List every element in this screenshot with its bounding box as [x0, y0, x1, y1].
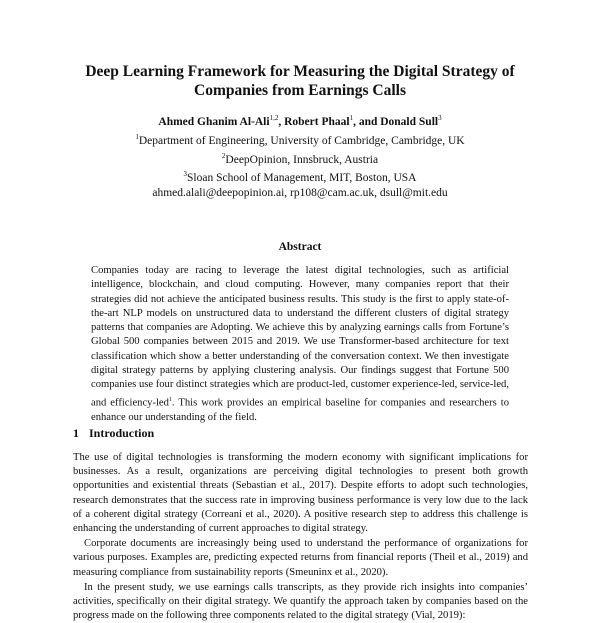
abstract-body — [91, 264, 509, 425]
body-paragraph: Corporate documents are increasingly being used to understand the performance of organizations for various purposes. Examples are, predicting expected returns from financial reports (Theil et al., 2019) and measuring compliance from sustainability reports (Smeuninx et al., 2020). — [73, 538, 528, 578]
paper-title — [60, 62, 540, 100]
author-affiliation-mark: 1,2 — [269, 114, 279, 122]
author-name: Ahmed Ghanim Al-Ali — [158, 115, 270, 128]
affiliation — [40, 149, 560, 168]
affiliation-mark: 2 — [221, 151, 226, 160]
abstract-heading: Abstract — [278, 241, 322, 253]
author-block — [40, 111, 560, 201]
title-line-1: Deep Learning Framework for Measuring the Digital Strategy of — [85, 63, 515, 80]
author-name: Robert Phaal — [284, 115, 350, 128]
author-separator: , — [278, 115, 285, 128]
author-emails: ahmed.alali@deepopinion.ai, rp108@cam.ac.uk, dsull@mit.edu — [152, 187, 448, 200]
author-separator: , and — [353, 115, 381, 128]
affiliation — [40, 130, 560, 149]
author-affiliation-mark: 3 — [438, 114, 442, 122]
affiliation-text: Sloan School of Management, MIT, Boston, USA — [187, 172, 417, 185]
affiliation-mark: 3 — [183, 170, 188, 179]
author-name: Donald Sull — [380, 115, 439, 128]
affiliation — [40, 167, 560, 186]
affiliation-text: Department of Engineering, University of Cambridge, Cambridge, UK — [138, 134, 465, 147]
section-body — [73, 451, 528, 623]
affiliation-text: DeepOpinion, Innsbruck, Austria — [225, 153, 379, 166]
abstract-text-end: . This work provides an empirical baseline for companies and researchers to enhance our understanding of the field. — [91, 397, 509, 423]
author-list — [40, 111, 560, 130]
author-affiliation-mark: 1 — [349, 114, 354, 122]
section-heading — [73, 426, 154, 441]
body-paragraph: In the present study, we use earnings calls transcripts, as they provide rich insights into companies’ activities, specifically on their digital strategy. We quantify the approach taken by companies based on the progress made on the following three components related to the digital strategy (Vial, 2019): — [73, 581, 528, 622]
title-line-2: Companies from Earnings Calls — [194, 82, 406, 99]
affiliation-mark: 1 — [135, 132, 139, 141]
body-paragraph: The use of digital technologies is transforming the modern economy with significant implications for businesses. As a result, organizations are perceiving digital technologies to present both growth opportunities and existential threats (Sebastian et al., 2017). Despite efforts to adopt such technologies, research demonstrates that the success rate in improving business performance is very low due to the lack of a coherent digital strategy (Correani et al., 2020). A positive research step to address this challenge is enhancing the understanding of current approaches to digital strategy. — [73, 452, 528, 535]
abstract-text: Companies today are racing to leverage the latest digital technologies, such as artificial intelligence, blockchain, and cloud computing. However, many companies report that their strategies did not achieve the anticipated business results. This study is the first to apply state-of-the-art NLP models on unstructured data to understand the different clusters of digital strategy patterns that companies are Adopting. We achieve this by analyzing earnings calls from Fortune’s Global 500 companies between 2015 and 2019. We use Transformer-based architecture for text classification which show a better understanding of the conversation context. We then investigate digital strategy patterns by applying clustering analysis. Our findings suggest that Fortune 500 companies use four distinct strategies which are product-led, customer experience-led, service-led, and efficiency-led — [91, 265, 509, 409]
section-title: Introduction — [89, 426, 155, 440]
section-number: 1 — [73, 426, 79, 440]
footnote-mark[interactable]: 1 — [168, 396, 172, 403]
